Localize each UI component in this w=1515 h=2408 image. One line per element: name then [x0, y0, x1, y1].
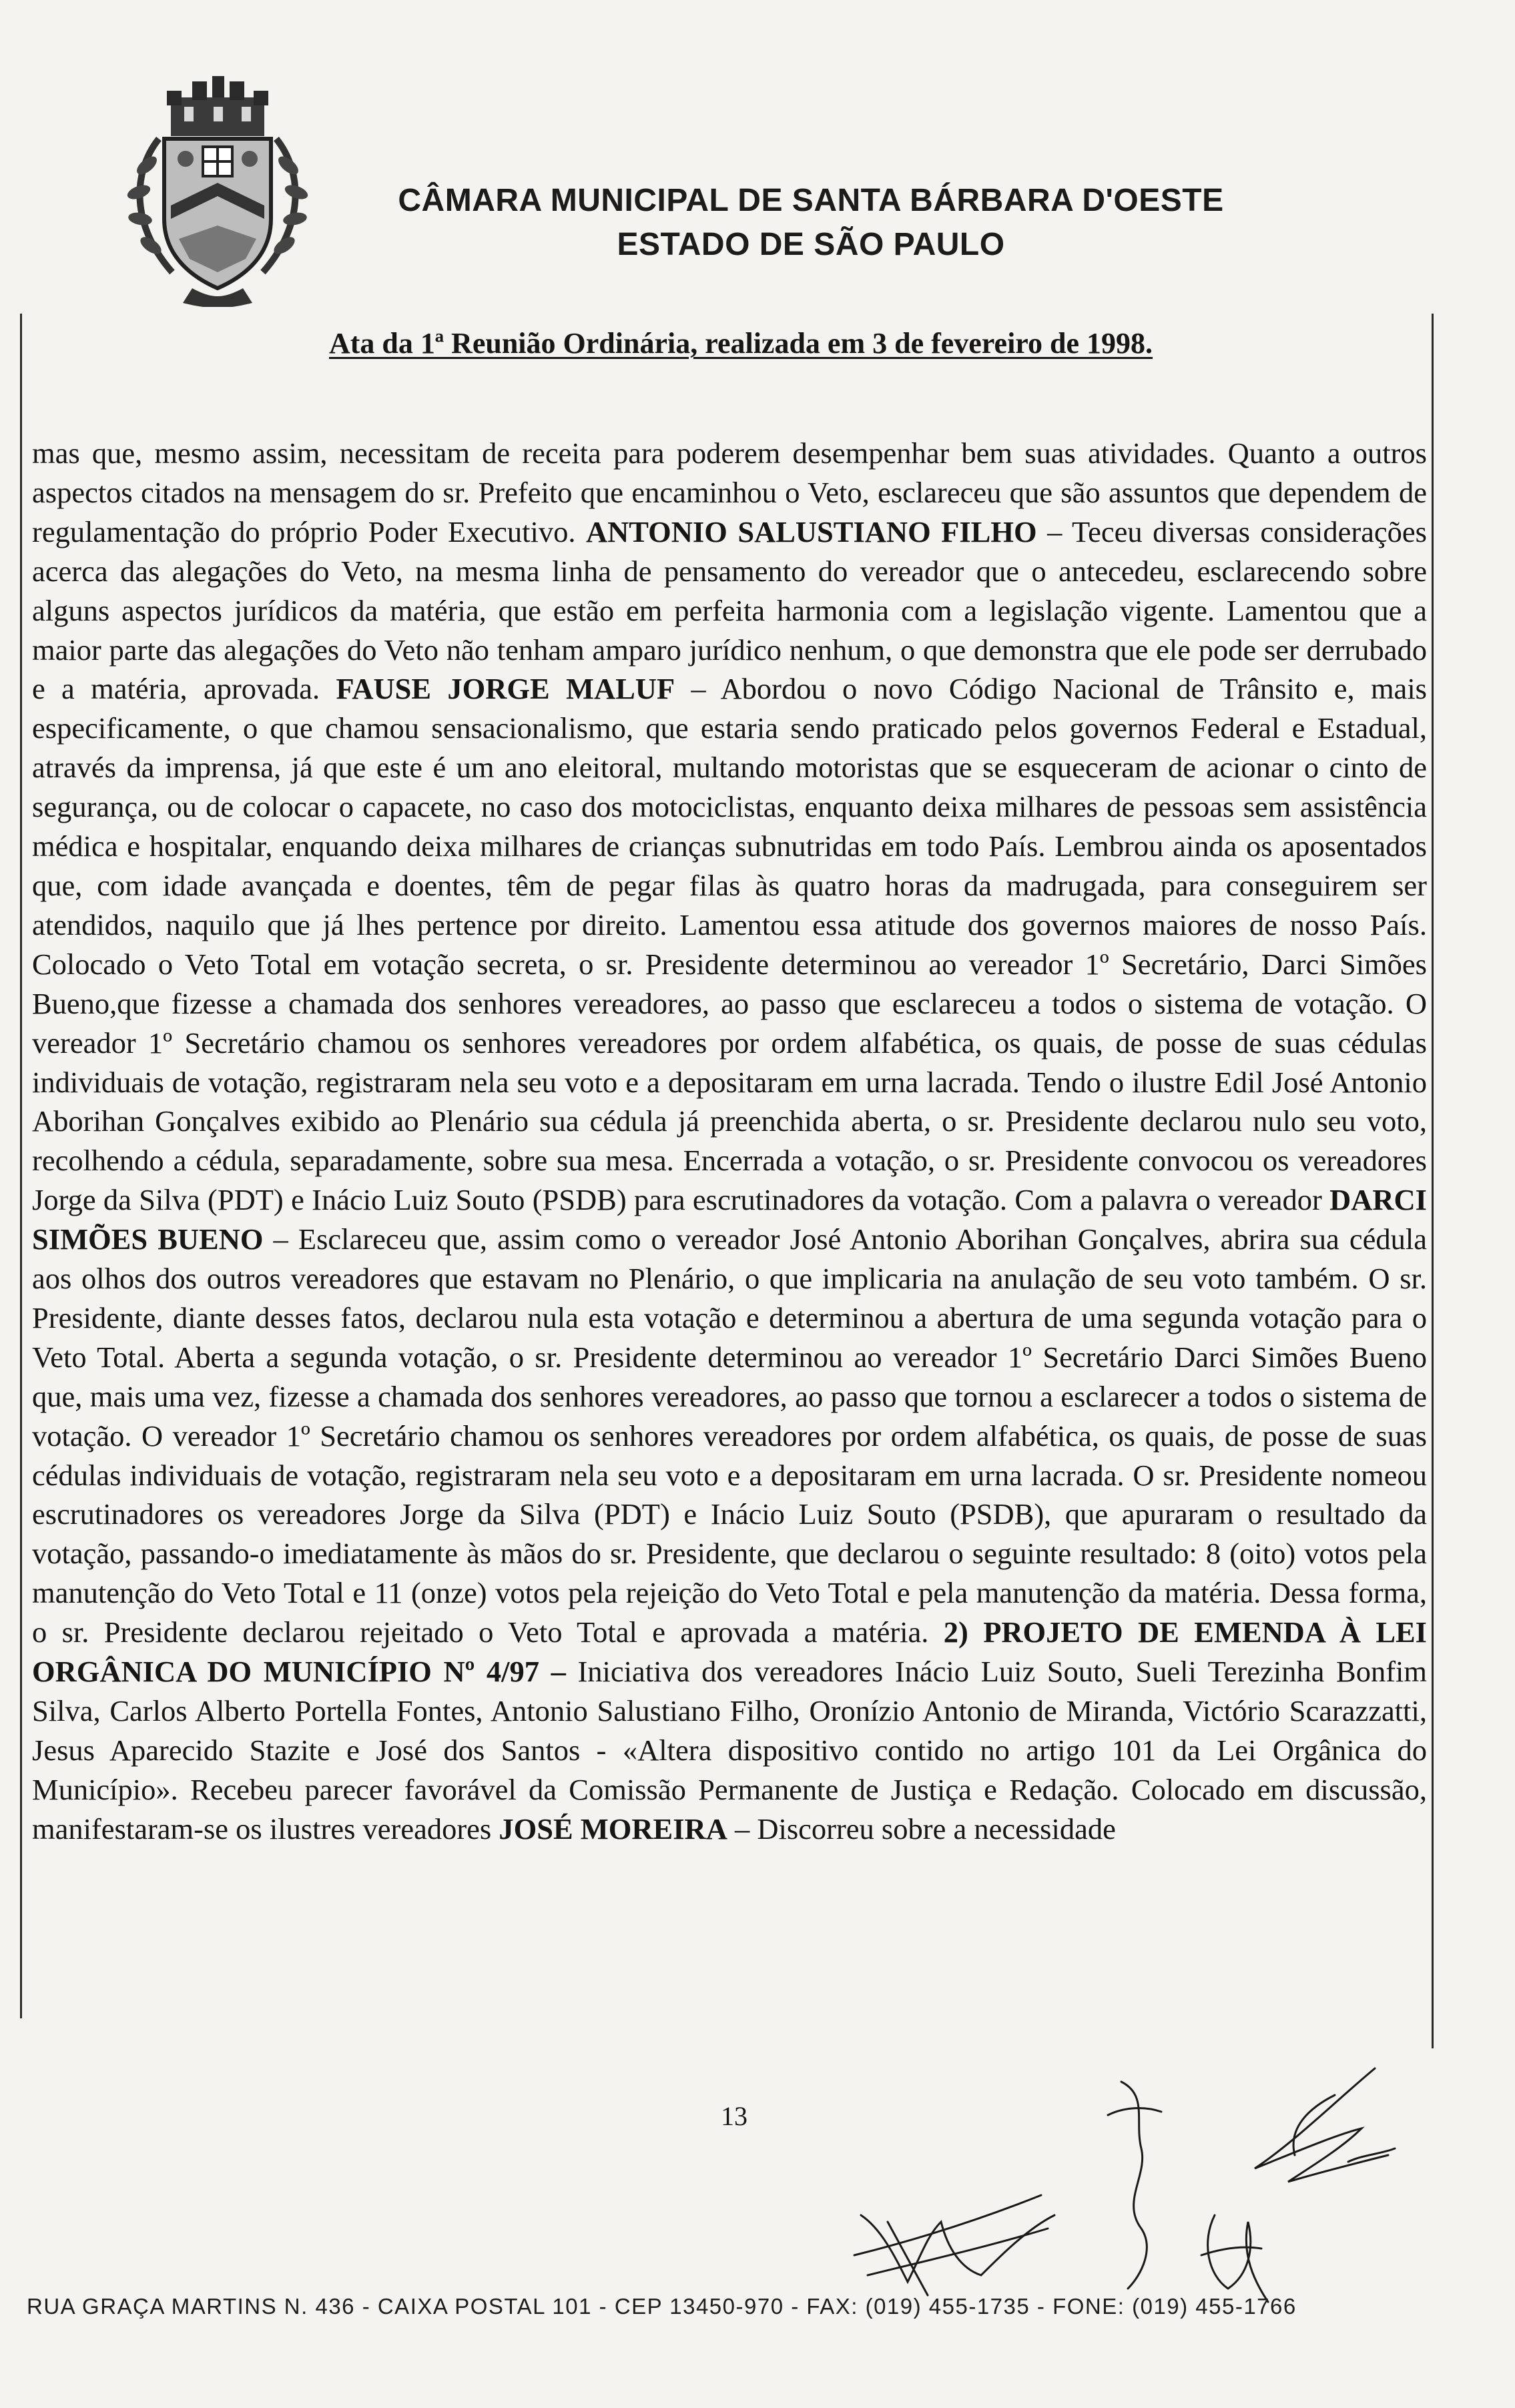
handwritten-signatures: [828, 2055, 1428, 2315]
address-footer: RUA GRAÇA MARTINS N. 436 - CAIXA POSTAL 101 - CEP 13450-970 - FAX: (019) 455-1735 - FONE: (019) 455-1766: [27, 2294, 1297, 2319]
body-text: – Esclareceu que, assim como o vereador José Antonio Aborihan Gonçalves, abrira sua cédula aos olhos dos outros vereadores que estavam no Plenário, o que implicaria na anulação de seu voto também. O sr. Presidente, diante desses fatos, declarou nula esta votação e determinou a abertura de uma segunda votação para o Veto Total. Aberta a segunda votação, o sr. Presidente determinou ao vereador 1º Secretário Darci Simões Bueno que, mais uma vez, fizesse a chamada dos senhores vereadores, ao passo que tornou a esclarecer a todos o sistema de votação. O vereador 1º Secretário chamou os senhores vereadores por ordem alfabética, os quais, de posse de suas cédulas individuais de votação, registraram nela seu voto e a depositaram em urna lacrada. O sr. Presidente nomeou escrutinadores os vereadores Jorge da Silva (PDT) e Inácio Luiz Souto (PSDB), que apuraram o resultado da votação, passando-o imediatamente às mãos do sr. Presidente, que declarou o seguinte resultado: 8 (oito) votos pela manutenção do Veto Total e 11 (onze) votos pela rejeição do Veto Total e pela manutenção da matéria. Dessa forma, o sr. Presidente declarou rejeitado o Veto Total e aprovada a matéria.: [32, 1222, 1427, 1649]
state-name: ESTADO DE SÃO PAULO: [617, 227, 1005, 262]
speaker-heading: DARCI SIMÕES BUENO: [32, 1183, 1427, 1256]
minutes-title: [40, 324, 1442, 363]
speaker-heading: JOSÉ MOREIRA: [499, 1812, 727, 1846]
body-text: – Discorreu sobre a necessidade: [727, 1812, 1116, 1846]
minutes-paragraph: [32, 434, 1427, 1849]
speaker-heading: FAUSE JORGE MALUF: [336, 672, 675, 706]
speaker-heading: 2) PROJETO DE EMENDA À LEI ORGÂNICA DO MUNICÍPIO Nº 4/97 –: [32, 1615, 1428, 1689]
body-text: – Teceu diversas considerações acerca das alegações do Veto, na mesma linha de pensamento do vereador que o antecedeu, esclarecendo sobre alguns aspectos jurídicos da matéria, que estão em perfeita harmonia com a legislação vigente. Lamentou que a maior parte das alegações do Veto não tenham amparo jurídico nenhum, o que demonstra que ele pode ser derrubado e a matéria, aprovada.: [32, 514, 1428, 706]
left-margin-rule: [20, 314, 22, 2018]
body-text: Iniciativa dos vereadores Inácio Luiz Souto, Sueli Terezinha Bonfim Silva, Carlos Alberto Portella Fontes, Antonio Salustiano Filho, Oronízio Antonio de Miranda, Victório Scarazzatti, Jesus Aparecido Stazite e José dos Santos - «Altera dispositivo contido no artigo 101 da Lei Orgânica do Município». Recebeu parecer favorável da Comissão Permanente de Justiça e Redação. Colocado em discussão, manifestaram-se os ilustres vereadores: [32, 1655, 1428, 1846]
municipal-crest-logo: [112, 59, 323, 307]
body-text: – Abordou o novo Código Nacional de Trânsito e, mais especificamente, o que chamou sensacionalismo, que estaria sendo praticado pelos governos Federal e Estadual, através da imprensa, já que este é um ano eleitoral, multando motoristas que se esqueceram de acionar o cinto de segurança, ou de colocar o capacete, no caso dos motociclistas, enquanto deixa milhares de pessoas sem assistência médica e hospitalar, enquando deixa milhares de crianças subnutridas em todo País. Lembrou ainda os aposentados que, com idade avançada e doentes, têm de pegar filas às quatro horas da madrugada, para conseguirem ser atendidos, naquilo que já lhes pertence por direito. Lamentou essa atitude dos governos maiores de nosso País. Colocado o Veto Total em votação secreta, o sr. Presidente determinou ao vereador 1º Secretário, Darci Simões Bueno,que fizesse a chamada dos senhores vereadores, ao passo que esclareceu a todos o sistema de votação. O vereador 1º Secretário chamou os senhores vereadores por ordem alfabética, os quais, de posse de suas cédulas individuais de votação, registraram nela seu voto e a depositaram em urna lacrada. Tendo o ilustre Edil José Antonio Aborihan Gonçalves exibido ao Plenário sua cédula já preenchida aberta, o sr. Presidente declarou nulo seu voto, recolhendo a cédula, separadamente, sobre sua mesa. Encerrada a votação, o sr. Presidente convocou os vereadores Jorge da Silva (PDT) e Inácio Luiz Souto (PSDB) para escrutinadores da votação. Com a palavra o vereador: [32, 672, 1427, 1217]
speaker-heading: ANTONIO SALUSTIANO FILHO: [586, 514, 1037, 548]
minutes-title-text: Ata da 1ª Reunião Ordinária, realizada em 3 de fevereiro de 1998.: [328, 327, 1153, 360]
page-number: 13: [721, 2101, 747, 2131]
right-margin-rule: [1432, 314, 1434, 2048]
chamber-name: CÂMARA MUNICIPAL DE SANTA BÁRBARA D'OESTE: [398, 183, 1224, 218]
body-text: mas que, mesmo assim, necessitam de receita para poderem desempenhar bem suas atividades. Quanto a outros aspectos citados na mensagem do sr. Prefeito que encaminhou o Veto, esclareceu que são assuntos que dependem de regulamentação do próprio Poder Executivo.: [32, 436, 1427, 548]
letterhead: [374, 179, 1248, 267]
minutes-body: [32, 434, 1427, 1849]
